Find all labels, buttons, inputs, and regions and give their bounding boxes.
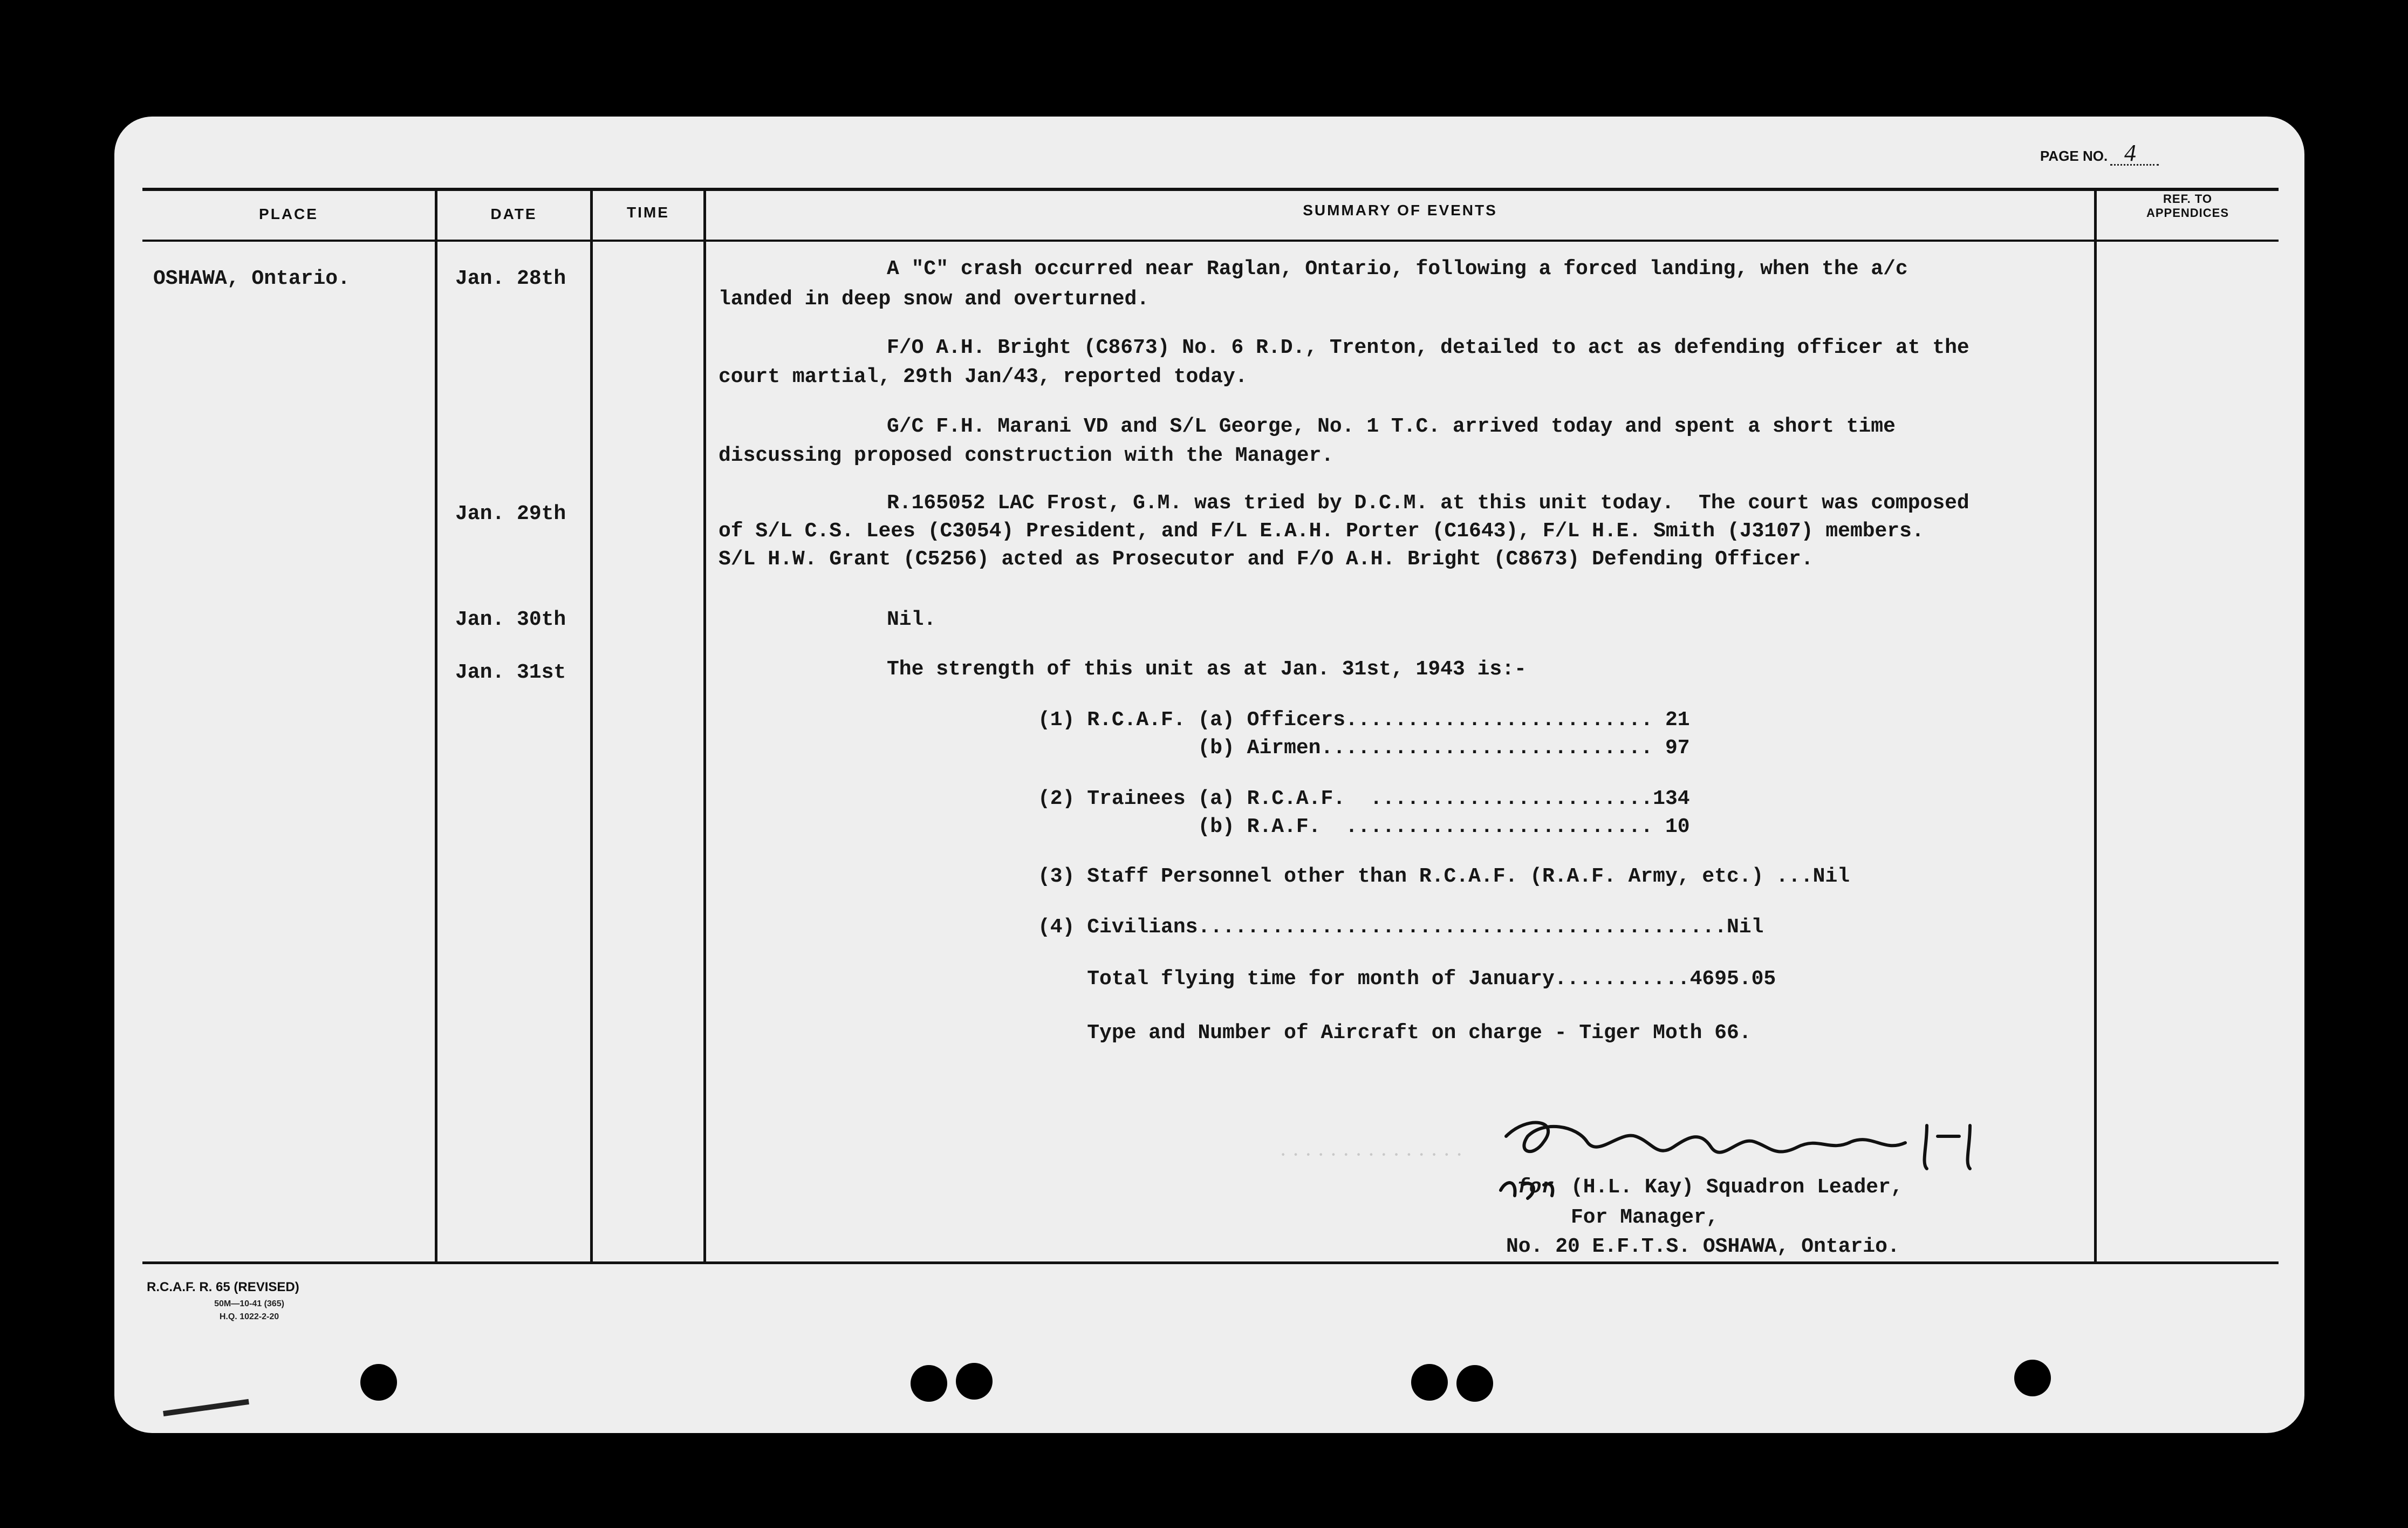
punch-hole — [2014, 1360, 2051, 1396]
strength-rcaf-officers: (1) R.C.A.F. (a) Officers......................... 21 — [1038, 708, 1690, 732]
strength-trainees-rcaf: (2) Trainees (a) R.C.A.F. .......................134 — [1038, 787, 1690, 810]
table-bottom-rule — [142, 1261, 2279, 1264]
column-divider-place — [435, 189, 437, 1263]
page-no-value: 4 — [2124, 140, 2136, 166]
signature-line3: No. 20 E.F.T.S. OSHAWA, Ontario. — [1506, 1235, 1900, 1258]
header-top-rule — [142, 188, 2279, 191]
signature-prefix: for — [1517, 1176, 1554, 1199]
punch-hole — [911, 1365, 947, 1402]
form-id-line2: 50M—10-41 (365) — [214, 1299, 284, 1308]
scratch-mark — [163, 1399, 249, 1416]
entry-court-line2: of S/L C.S. Lees (C3054) President, and F/L E.A.H. Porter (C1643), F/L H.E. Smith (J3107) members. — [719, 520, 1924, 543]
header-ref-line2: APPENDICES — [2146, 206, 2229, 220]
punch-hole — [360, 1364, 397, 1401]
entry-crash-line1: A "C" crash occurred near Raglan, Ontario, following a forced landing, when the a/c — [887, 257, 1908, 281]
punch-hole — [1411, 1364, 1448, 1401]
header-ref — [2097, 192, 2279, 220]
entry-marani-line2: discussing proposed construction with the Manager. — [719, 444, 1334, 467]
header-summary: SUMMARY OF EVENTS — [1303, 202, 1497, 219]
date-jan-28: Jan. 28th — [455, 267, 566, 290]
total-flying-time: Total flying time for month of January...........4695.05 — [1038, 967, 1776, 991]
operations-record-sheet — [114, 117, 2304, 1433]
signature-line2: For Manager, — [1571, 1206, 1719, 1229]
form-id-line1: R.C.A.F. R. 65 (REVISED) — [147, 1280, 299, 1294]
signature-line1: (H.L. Kay) Squadron Leader, — [1571, 1176, 1903, 1199]
header-time: TIME — [627, 204, 669, 221]
bleed-through-text: · · · · · · · · · · · · · · · — [1280, 1142, 1463, 1167]
strength-intro: The strength of this unit as at Jan. 31st, 1943 is:- — [887, 658, 1527, 681]
entry-bright-line1: F/O A.H. Bright (C8673) No. 6 R.D., Trenton, detailed to act as defending officer at the — [887, 336, 1969, 359]
column-divider-date — [590, 189, 593, 1263]
strength-rcaf-airmen: (b) Airmen........................... 97 — [1038, 736, 1690, 760]
header-ref-line1: REF. TO — [2163, 192, 2212, 206]
strength-staff-personnel: (3) Staff Personnel other than R.C.A.F. (R.A.F. Army, etc.) ...Nil — [1038, 865, 1850, 888]
entry-marani-line1: G/C F.H. Marani VD and S/L George, No. 1 T.C. arrived today and spent a short time — [887, 415, 1896, 438]
entry-court-line3: S/L H.W. Grant (C5256) acted as Prosecutor and F/O A.H. Bright (C8673) Defending Officer. — [719, 548, 1814, 571]
header-place: PLACE — [259, 206, 318, 222]
entry-bright-line2: court martial, 29th Jan/43, reported today. — [719, 365, 1248, 388]
entry-crash-line2: landed in deep snow and overturned. — [719, 288, 1150, 311]
form-id-line3: H.Q. 1022-2-20 — [219, 1312, 279, 1321]
punch-hole — [1456, 1365, 1493, 1402]
punch-hole — [956, 1363, 993, 1400]
header-date: DATE — [490, 206, 537, 222]
date-jan-30: Jan. 30th — [455, 608, 566, 631]
entry-court-line1: R.165052 LAC Frost, G.M. was tried by D.C.M. at this unit today. The court was composed — [887, 492, 1969, 515]
column-divider-time — [703, 189, 706, 1263]
strength-trainees-raf: (b) R.A.F. ......................... 10 — [1038, 815, 1690, 838]
column-divider-summary — [2094, 189, 2097, 1263]
entry-nil: Nil. — [887, 608, 936, 631]
strength-civilians: (4) Civilians...........................................Nil — [1038, 916, 1764, 939]
date-jan-29: Jan. 29th — [455, 502, 566, 526]
header-bottom-rule — [142, 240, 2279, 242]
place-cell: OSHAWA, Ontario. — [153, 267, 350, 290]
date-jan-31: Jan. 31st — [455, 661, 566, 684]
page-no-label: PAGE NO. — [2040, 148, 2108, 164]
aircraft-on-charge: Type and Number of Aircraft on charge - Tiger Moth 66. — [1038, 1021, 1752, 1045]
